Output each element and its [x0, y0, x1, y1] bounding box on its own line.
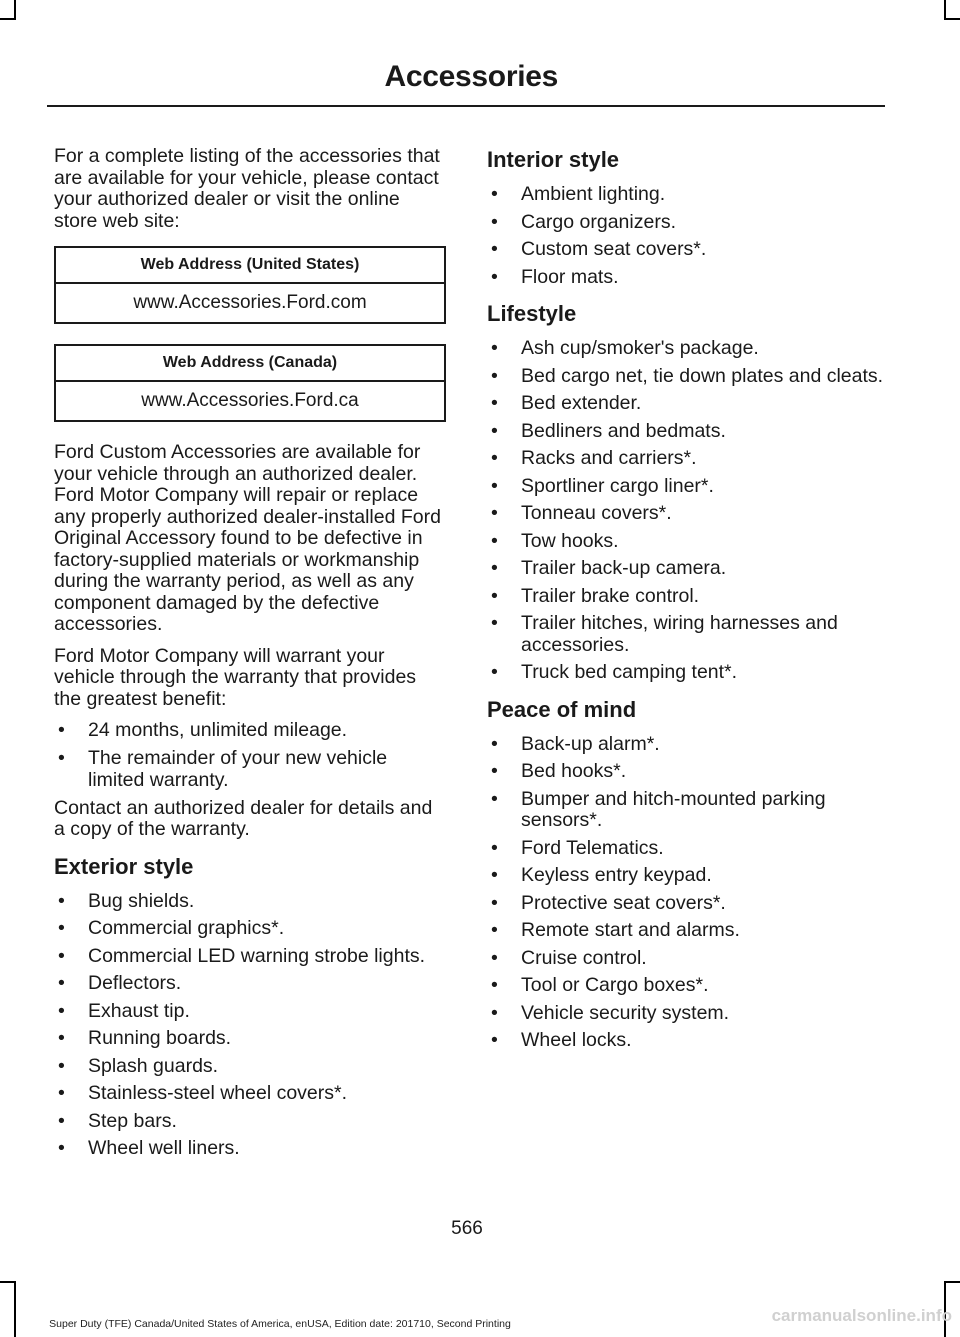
list-item-text: Running boards. [88, 1027, 232, 1049]
list-item [54, 891, 446, 913]
bullet-icon: • [491, 265, 498, 288]
list-item-text: Trailer brake control. [521, 584, 700, 607]
list-item-text: Sportliner cargo liner*. [521, 474, 714, 497]
crop-mark [14, 0, 16, 18]
title-rule [47, 105, 885, 107]
footer-text: Super Duty (TFE) Canada/United States of America, enUSA, Edition date: 201710, Second Printing [49, 1318, 511, 1330]
list-item [487, 558, 887, 580]
list-item-text: Remote start and alarms. [521, 919, 740, 941]
bullet-icon: • [491, 183, 498, 205]
right-column [487, 146, 887, 1058]
bullet-icon: • [491, 584, 498, 607]
bullet-icon: • [491, 732, 498, 755]
list-item [54, 1111, 446, 1133]
list-item-text: Keyless entry keypad. [521, 864, 712, 886]
list-item [54, 973, 446, 995]
bullet-icon: • [58, 719, 65, 741]
list-item-text: Protective seat covers*. [521, 891, 726, 914]
warranty-list [54, 720, 446, 791]
left-column [54, 146, 446, 1166]
page-title: Accessories [384, 60, 558, 93]
crop-mark [944, 1281, 960, 1283]
list-item-text: Bed extender. [521, 392, 642, 414]
list-item [487, 239, 887, 261]
list-item [487, 975, 887, 997]
bullet-icon: • [491, 210, 498, 233]
list-item-text: Floor mats. [521, 265, 619, 288]
contact-paragraph: Contact an authorized dealer for details and a copy of the warranty. [54, 796, 433, 840]
list-item [487, 613, 887, 656]
list-item-text: Custom seat covers*. [521, 238, 707, 260]
list-item [54, 720, 446, 742]
lifestyle-heading: Lifestyle [487, 301, 577, 326]
bullet-icon: • [58, 917, 65, 939]
bullet-icon: • [58, 1027, 65, 1049]
list-item-text: Cruise control. [521, 946, 647, 969]
peace-of-mind-heading: Peace of mind [487, 696, 637, 722]
list-item [54, 1138, 446, 1160]
bullet-icon: • [491, 661, 498, 683]
list-item [487, 865, 887, 887]
list-item-text: Ambient lighting. [521, 183, 666, 205]
bullet-icon: • [491, 502, 498, 524]
list-item [54, 1001, 446, 1023]
list-item-text: Ford Telematics. [521, 836, 664, 859]
bullet-icon: • [58, 1137, 65, 1159]
interior-style-heading: Interior style [487, 147, 620, 172]
list-item-text: Exhaust tip. [88, 999, 190, 1022]
bullet-icon: • [491, 392, 498, 414]
list-item [487, 662, 887, 684]
list-item-text: Bumper and hitch-mounted parking sensors*. [521, 787, 826, 831]
warranty-paragraph: Ford Motor Company will warrant your vehicle through the warranty that provides the greatest benefit: [54, 644, 417, 710]
list-item-text: Commercial graphics*. [88, 917, 285, 939]
bullet-icon: • [58, 1082, 65, 1104]
bullet-icon: • [491, 557, 498, 579]
list-item [487, 1003, 887, 1025]
bullet-icon: • [491, 337, 498, 359]
list-item [54, 1083, 446, 1105]
list-item-text: The remainder of your new vehicle limited warranty. [88, 747, 388, 791]
interior-style-list [487, 184, 887, 288]
bullet-icon: • [491, 1029, 498, 1051]
peace-of-mind-list [487, 734, 887, 1052]
list-item [487, 366, 887, 388]
list-item-text: Wheel locks. [521, 1029, 632, 1051]
crop-mark [0, 1281, 16, 1283]
bullet-icon: • [58, 999, 65, 1022]
bullet-icon: • [491, 447, 498, 469]
list-item-text: Step bars. [88, 1109, 177, 1132]
table-header: Web Address (United States) [55, 247, 445, 283]
list-item-text: Trailer back-up camera. [521, 557, 727, 579]
list-item [487, 184, 887, 206]
table-cell-url: www.Accessories.Ford.ca [55, 381, 445, 421]
bullet-icon: • [491, 364, 498, 387]
list-item-text: Cargo organizers. [521, 210, 676, 233]
list-item-text: Trailer hitches, wiring harnesses and accessories. [521, 612, 838, 656]
crop-mark [944, 18, 960, 20]
exterior-style-heading: Exterior style [54, 853, 194, 879]
list-item [487, 212, 887, 234]
list-item [487, 531, 887, 553]
list-item [487, 948, 887, 970]
list-item [54, 918, 446, 940]
bullet-icon: • [491, 419, 498, 442]
list-item-text: Ash cup/smoker's package. [521, 337, 759, 359]
list-item-text: Commercial LED warning strobe lights. [88, 944, 426, 967]
watermark-logo: carmanualsonline.info [771, 1306, 952, 1325]
list-item [54, 748, 446, 791]
list-item [487, 734, 887, 756]
list-item-text: Tow hooks. [521, 529, 619, 552]
bullet-icon: • [491, 974, 498, 996]
list-item-text: Bed cargo net, tie down plates and cleats. [521, 364, 884, 387]
list-item-text: Stainless-steel wheel covers*. [88, 1082, 348, 1104]
list-item [54, 946, 446, 968]
table-header: Web Address (Canada) [55, 345, 445, 381]
bullet-icon: • [491, 529, 498, 552]
list-item [487, 586, 887, 608]
bullet-icon: • [491, 760, 498, 782]
exterior-style-list [54, 891, 446, 1160]
web-address-canada-table [54, 344, 446, 422]
list-item-text: Splash guards. [88, 1054, 219, 1077]
bullet-icon: • [491, 836, 498, 859]
bullet-icon: • [58, 944, 65, 967]
list-item [54, 1028, 446, 1050]
list-item [487, 789, 887, 832]
list-item [487, 920, 887, 942]
list-item-text: Tool or Cargo boxes*. [521, 974, 709, 996]
intro-paragraph: For a complete listing of the accessories that are available for your vehicle, please contact your authorized dealer or visit the online store web site: [54, 145, 440, 232]
list-item-text: 24 months, unlimited mileage. [88, 719, 348, 741]
bullet-icon: • [58, 972, 65, 994]
web-address-us-table [54, 246, 446, 324]
bullet-icon: • [58, 1109, 65, 1132]
bullet-icon: • [491, 946, 498, 969]
bullet-icon: • [491, 787, 498, 810]
bullet-icon: • [491, 238, 498, 260]
list-item [487, 421, 887, 443]
list-item [487, 476, 887, 498]
list-item [54, 1056, 446, 1078]
list-item-text: Bedliners and bedmats. [521, 419, 726, 442]
list-item-text: Bug shields. [88, 889, 195, 912]
bullet-icon: • [491, 474, 498, 497]
list-item [487, 393, 887, 415]
list-item [487, 503, 887, 525]
bullet-icon: • [491, 1001, 498, 1024]
bullet-icon: • [491, 612, 498, 634]
list-item [487, 267, 887, 289]
list-item-text: Tonneau covers*. [521, 502, 672, 524]
bullet-icon: • [491, 891, 498, 914]
list-item [487, 338, 887, 360]
bullet-icon: • [58, 1054, 65, 1077]
custom-accessories-paragraph: Ford Custom Accessories are available for your vehicle through an authorized dealer. Ford Motor Company will repair or replace any properly authorized dealer-installed Ford Original Accessory found to be defective in factory-supplied materials or workmanship during the warranty period, as well as any component damaged by the defective accessories. [54, 441, 441, 635]
list-item-text: Deflectors. [88, 972, 182, 994]
list-item [487, 448, 887, 470]
list-item-text: Truck bed camping tent*. [521, 661, 738, 683]
lifestyle-list [487, 338, 887, 684]
list-item-text: Wheel well liners. [88, 1137, 240, 1159]
list-item-text: Back-up alarm*. [521, 732, 660, 755]
list-item [487, 893, 887, 915]
list-item [487, 838, 887, 860]
bullet-icon: • [58, 747, 65, 769]
crop-mark [944, 0, 946, 18]
list-item [487, 761, 887, 783]
bullet-icon: • [491, 864, 498, 886]
page-number: 566 [451, 1218, 483, 1239]
list-item-text: Bed hooks*. [521, 760, 627, 782]
list-item-text: Racks and carriers*. [521, 447, 697, 469]
list-item-text: Vehicle security system. [521, 1001, 730, 1024]
bullet-icon: • [58, 889, 65, 912]
table-cell-url: www.Accessories.Ford.com [55, 283, 445, 323]
crop-mark [0, 18, 16, 20]
bullet-icon: • [491, 919, 498, 941]
list-item [487, 1030, 887, 1052]
